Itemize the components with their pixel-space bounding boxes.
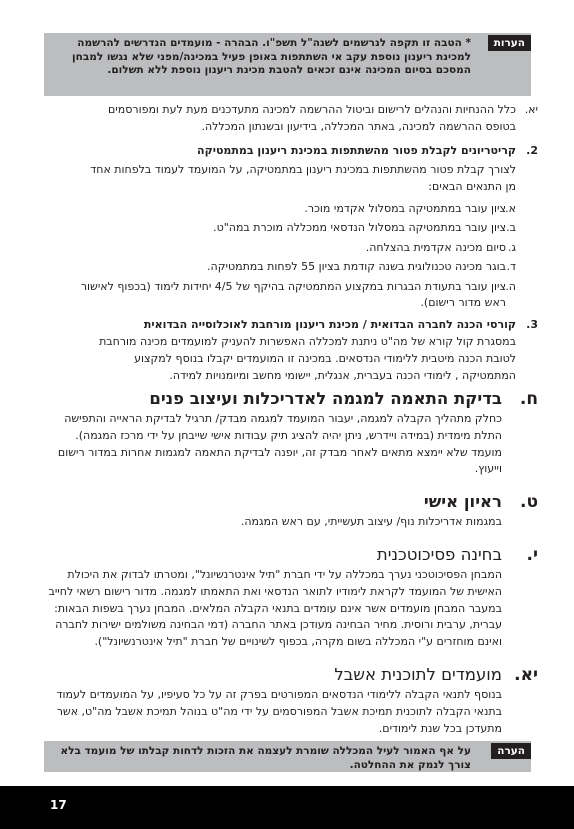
page-number: 17	[50, 798, 67, 812]
condition-item	[78, 279, 538, 312]
section-text: בנוסף לתנאי הקבלה ללימודי הנדסאים המפורטים בפרק זה על כל סעיפיו, על המועמדים לעמוד בתנאי הקבלה לתוכנית תמיכת אשבל המפורסמים על ידי מה"ט בנוהל תמיכת אשבל מה"ט, אשר מתעדכן בכל שנת לימודים.	[56, 687, 502, 735]
section-psychotechnical-exam	[44, 543, 538, 651]
main-content-upper	[78, 102, 538, 385]
note-tag: הערה	[491, 743, 531, 759]
section-letter: יא.	[514, 664, 538, 685]
section-title: ראיון אישי	[423, 492, 502, 512]
section-text: כחלק מתהליך הקבלה למגמה, יעבור המועמד למגמה מבדק/ תרגיל לבדיקת הראייה והתפישה התלת מימדית (במידה ויידרש, ניתן יהיה להציג תיק עבודות אישי שייבחן על ידי מרכז המגמה). מועמד שלא יימצא מתאים לאחר מבדק זה, יופנה לבדיקת התאמה למגמות אחרות במדור רישום וייעוץ.	[57, 412, 502, 476]
note-box-top	[44, 33, 531, 96]
condition-text: ציון עובר במתמטיקה במסלול הנדסאי ממכללה מוכרת במה"ט.	[213, 221, 506, 235]
section-letter: י.	[526, 544, 538, 565]
condition-letter: ב.	[506, 221, 516, 235]
section-letter: ח.	[519, 389, 538, 409]
condition-item	[78, 259, 538, 275]
item-number: 3.	[526, 318, 538, 332]
section-eshbal-candidates	[44, 663, 538, 737]
note-text: על אף האמור לעיל המכללה שומרת לעצמה את הזכות לדחות קבלתו של מועמד בלא צורך לנמק את ההחלטה.	[60, 745, 471, 771]
item-3	[78, 317, 538, 384]
item-number: 2.	[526, 143, 538, 157]
condition-text: ציון עובר במתמטיקה במסלול אקדמי מוכר.	[304, 201, 506, 215]
note-tag: הערות	[488, 35, 531, 51]
condition-letter: א.	[505, 201, 516, 215]
footer-bar	[0, 786, 574, 829]
item-intro: לצורך קבלת פטור מהשתתפות במכינת ריענון במתמטיקה, על המועמד לעמוד בלפחות אחד מן התנאים הבאים:	[90, 163, 516, 194]
condition-item	[78, 240, 538, 256]
condition-text: סיום מכינה אקדמית בהצלחה.	[365, 240, 506, 254]
section-architecture-check	[44, 387, 538, 478]
item-title: קורסי הכנה לחברה הבדואית / מכינת ריענון מורחבת לאוכלוסייה הבדואית	[143, 318, 516, 332]
paragraph-ya	[78, 102, 538, 136]
section-title: מועמדים לתוכנית אשבל	[334, 664, 502, 684]
conditions-list	[78, 201, 538, 311]
section-text: המבחן הפסיכוטכני נערך במכללה על ידי חברת "תיל אינטרנשיונל", ומטרתו לבדוק את היכולת האישית של המועמד לקראת לימודיו לתואר הנדסאי ואת התאמתו למגמה. מדור רישום רשאי לחייב במעבר המבחן מועמדים אשר אינם עומדים בתנאי הקבלה המלאים. המבחן נערך בשפות הבאות: עברית, ערבית ורוסית. מחיר הבחינה מעודכן באתר החברה (דמי הבחינה משולמים ישירות לחברה ואינם מוחזרים ע"י המכללה בשום מקרה, בכפוף לשינויים של חברת "תיל אינטרנשיונל").	[48, 567, 502, 649]
paragraph-number: יא.	[524, 103, 538, 116]
paragraph-text: כלל ההנחיות והנהלים לרישום וביטול ההרשמה למכינה מתעדכנים מעת לעת ומפורסמים בטופס ההרשמה למכינה, באתר המכללה, בידיעון ובשנתון המכללה.	[108, 103, 516, 133]
section-title: בדיקת התאמה למגמה לאדריכלות ועיצוב פנים	[149, 389, 502, 408]
condition-letter: ה.	[505, 279, 516, 293]
condition-text: בוגר מכינה טכנולוגית בשנה קודמת בציון 55 לפחות במתמטיקה.	[207, 260, 506, 274]
condition-item	[78, 201, 538, 217]
main-content-sections	[44, 387, 538, 737]
item-text: במסגרת קול קורא של מה"ט ניתנת למכללה האפשרות להעניק למועמדים מכינה מורחבת לטובת הכנה מיטבית ללימודי הנדסאים. במכינה זו המועמדים יקבלו בנוסף למקצוע המתמטיקה , לימודי הכנה בעברית, אנגלית, יישומי מחשב ומיומנויות למידה.	[99, 335, 516, 382]
section-letter: ט.	[519, 492, 538, 513]
note-text: * הטבה זו תקפה לנרשמים לשנה"ל תשפ"ו. הבהרה - מועמדים הנדרשים להרשמה למכינת ריענון נוספת עקב אי השתתפות באופן פעיל במכינה/מפני שלא נגשו למבחן המסכם בסיום המכינה אינם זכאים להטבת מכינת ריענון נוספת ללא תשלום.	[72, 37, 471, 76]
note-box-bottom	[44, 741, 531, 772]
condition-item	[78, 220, 538, 236]
condition-text: ציון עובר בתעודת הבגרות במקצוע המתמטיקה בהיקף של 4/5 יחידות לימוד (בכפוף לאישור ראש מדור רישום).	[80, 279, 506, 310]
item-2	[78, 143, 538, 196]
condition-letter: ג.	[507, 240, 516, 254]
section-text: במגמות אדריכלות נוף/ עיצוב תעשייתי, עם ראש המגמה.	[240, 515, 502, 529]
section-title: בחינה פסיכוטכנית	[376, 544, 502, 564]
section-personal-interview	[44, 490, 538, 531]
condition-letter: ד.	[506, 260, 516, 274]
item-title: קריטריונים לקבלת פטור מהשתתפות במכינת ריענון במתמטיקה	[197, 143, 516, 157]
